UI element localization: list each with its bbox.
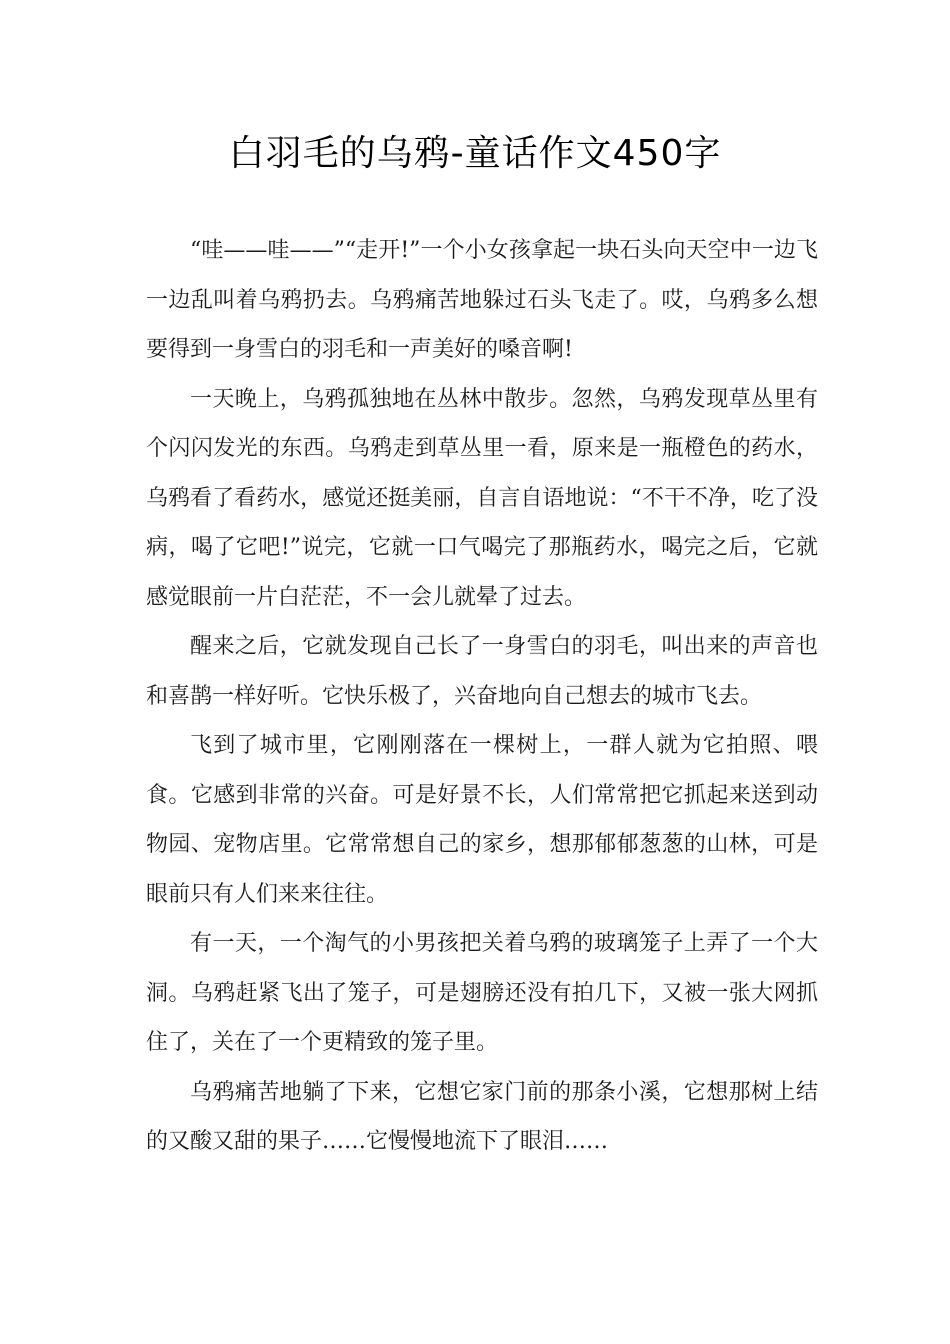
paragraph: 飞到了城市里，它刚刚落在一棵树上，一群人就为它拍照、喂食。它感到非常的兴奋。可是好景不长，人们常常把它抓起来送到动物园、宠物店里。它常常想自己的家乡，想那郁郁葱葱的山林，可是眼前只有人们来来往往。 [146, 733, 818, 907]
document-title: 白羽毛的乌鸦-童话作文450字 [228, 133, 722, 174]
document-body [146, 226, 818, 1167]
paragraph: 一天晚上，乌鸦孤独地在丛林中散步。忽然，乌鸦发现草丛里有个闪闪发光的东西。乌鸦走到草丛里一看，原来是一瓶橙色的药水，乌鸦看了看药水，感觉还挺美丽，自言自语地说：“不干不净，吃了没病，喝了它吧!”说完，它就一口气喝完了那瓶药水，喝完之后，它就感觉眼前一片白茫茫，不一会儿就晕了过去。 [146, 386, 818, 610]
paragraph: 有一天，一个淘气的小男孩把关着乌鸦的玻璃笼子上弄了一个大洞。乌鸦赶紧飞出了笼子，可是翅膀还没有拍几下，又被一张大网抓住了，关在了一个更精致的笼子里。 [146, 931, 818, 1055]
paragraph: 醒来之后，它就发现自己长了一身雪白的羽毛，叫出来的声音也和喜鹊一样好听。它快乐极了，兴奋地向自己想去的城市飞去。 [146, 634, 818, 709]
paragraph: “哇——哇——”“走开!”一个小女孩拿起一块石头向天空中一边飞一边乱叫着乌鸦扔去。乌鸦痛苦地躲过石头飞走了。哎，乌鸦多么想要得到一身雪白的羽毛和一声美好的嗓音啊! [146, 238, 818, 362]
paragraph: 乌鸦痛苦地躺了下来，它想它家门前的那条小溪，它想那树上结的又酸又甜的果子……它慢慢地流下了眼泪…… [146, 1079, 818, 1154]
